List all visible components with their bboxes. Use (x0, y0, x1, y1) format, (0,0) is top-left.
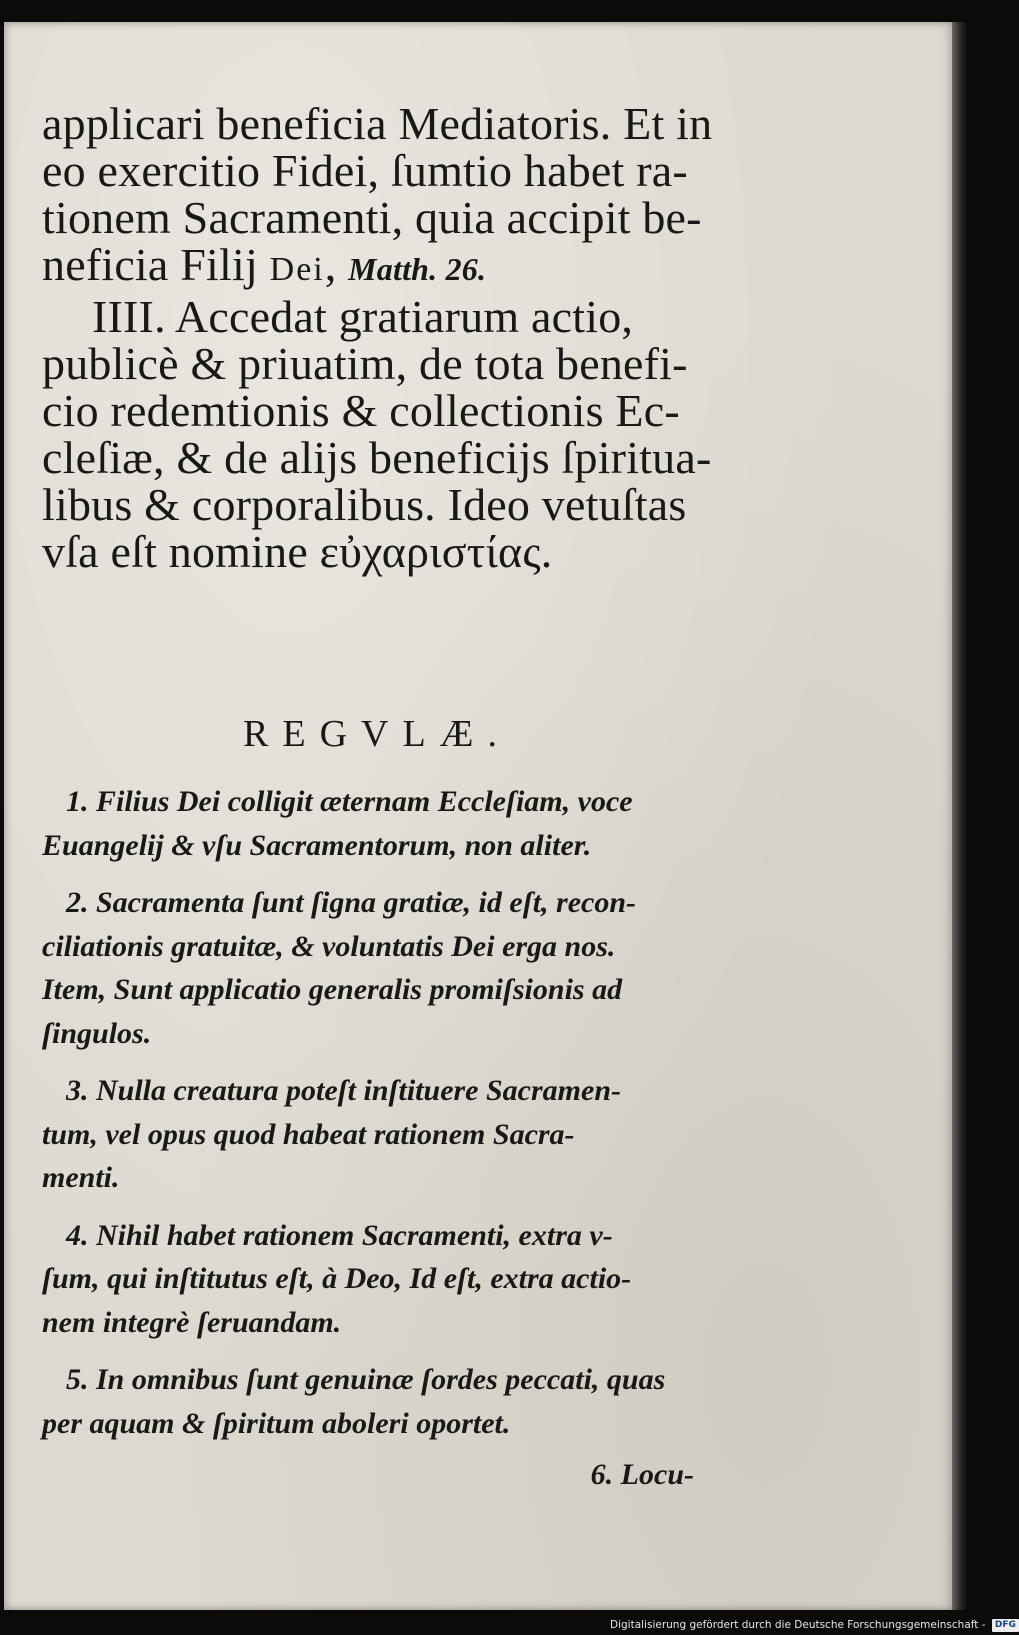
scripture-reference: Matth. 26. (348, 251, 487, 287)
rules-list (42, 780, 712, 1459)
paragraph-1 (42, 100, 712, 293)
main-text (42, 98, 713, 1491)
page-edge-shadow (952, 22, 966, 1610)
digitization-credit (610, 1616, 1016, 1635)
rule-item (42, 881, 712, 1055)
text-line: 2. Sacramenta ſunt ſigna gratiæ, id eſt, recon- (66, 886, 637, 919)
text-line: IIII. Accedat gratiarum actio, (92, 291, 634, 342)
text-line: 5. In omnibus ſunt genuinæ ſordes peccati, quas (66, 1363, 666, 1396)
text-line: ciliationis gratuitæ, & voluntatis Dei erga nos. (42, 929, 616, 963)
rule-item (42, 1358, 712, 1445)
book-page (4, 22, 956, 1610)
dfg-logo: DFG (992, 1619, 1019, 1632)
text-line: menti. (42, 1161, 120, 1194)
text-line: 4. Nihil habet rationem Sacramenti, extra v- (66, 1218, 613, 1252)
text-line: nem integrè ſeruandam. (42, 1305, 342, 1339)
text-line: vſa eſt nomine εὐχαριστίας. (42, 526, 553, 577)
text-fragment: , (324, 239, 349, 290)
text-line: Item, Sunt applicatio generalis promiſsionis ad (42, 973, 623, 1006)
section-heading: REGVLÆ. (243, 713, 511, 755)
text-line: 3. Nulla creatura poteſt inſtituere Sacramen- (66, 1074, 621, 1107)
catchword: 6. Locu- (590, 1458, 694, 1491)
text-line (42, 241, 712, 293)
text-line: eo exercitio Fidei, ſumtio habet ra- (42, 145, 688, 196)
text-line: ſum, qui inſtitutus eſt, à Deo, Id eſt, extra actio- (42, 1262, 632, 1295)
text-line: cio redemtionis & collectionis Ec- (42, 385, 680, 436)
text-line: 1. Filius Dei colligit æternam Eccleſiam, voce (66, 785, 633, 818)
text-line: Euangelij & vſu Sacramentorum, non aliter. (42, 828, 592, 862)
paragraph-2 (42, 293, 712, 575)
text-line: publicè & priuatim, de tota benefi- (42, 338, 688, 389)
text-line: applicari beneficia Mediatoris. Et in (42, 98, 713, 149)
text-line: per aquam & ſpiritum aboleri oportet. (42, 1406, 511, 1440)
rule-item (42, 780, 712, 867)
text-fragment: neficia Filij (42, 239, 270, 290)
text-line: tum, vel opus quod habeat rationem Sacra- (42, 1117, 575, 1151)
text-line: cleſiæ, & de alijs beneficijs ſpiritua- (42, 432, 712, 483)
text-line: tionem Sacramenti, quia accipit be- (42, 192, 702, 243)
rule-item (42, 1214, 712, 1345)
text-line: ſingulos. (42, 1016, 152, 1050)
text-line: libus & corporalibus. Ideo vetuſtas (42, 479, 687, 530)
rule-item (42, 1069, 712, 1200)
small-caps-word: Dei (269, 251, 325, 288)
credit-text: Digitalisierung gefördert durch die Deutsche Forschungsgemeinschaft - (610, 1619, 986, 1631)
